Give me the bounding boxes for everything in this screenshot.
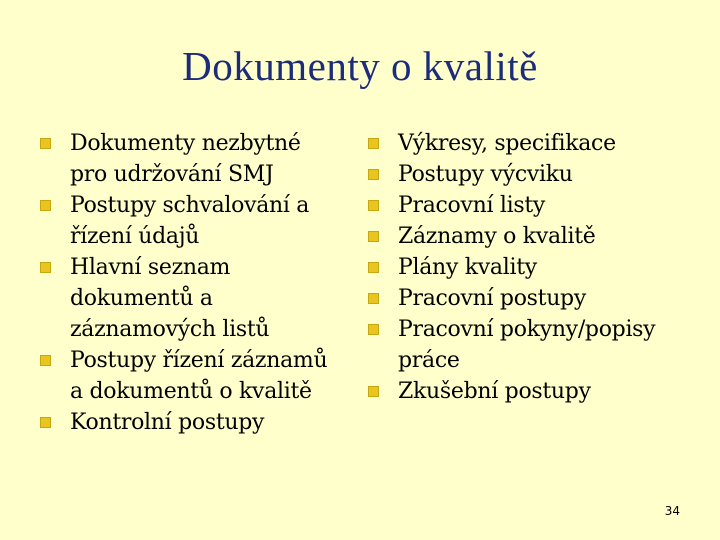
list-item-text: Pracovní postupy [398,286,586,311]
square-bullet-icon [368,293,379,304]
slide-number: 34 [664,504,680,518]
list-item [368,221,688,252]
square-bullet-icon [368,324,379,335]
list-item [40,252,340,345]
list-item [368,314,688,376]
list-item [368,190,688,221]
list-item-text: Výkresy, specifikace [398,131,616,156]
slide-title: Dokumenty o kvalitě [182,43,538,89]
list-item [40,407,340,438]
square-bullet-icon [368,169,379,180]
list-item-text: Postupy řízení záznamů a dokumentů o kvalitě [70,348,328,404]
list-item [368,159,688,190]
square-bullet-icon [40,355,51,366]
list-item [40,345,340,407]
list-item [368,128,688,159]
left-bullet-list [40,128,340,438]
square-bullet-icon [368,262,379,273]
list-item [368,376,688,407]
square-bullet-icon [40,262,51,273]
square-bullet-icon [368,138,379,149]
square-bullet-icon [368,231,379,242]
list-item-text: Pracovní pokyny/popisy práce [398,317,656,373]
list-item-text: Postupy schvalování a řízení údajů [70,193,310,249]
list-item-text: Zkušební postupy [398,379,591,404]
list-item [368,252,688,283]
square-bullet-icon [368,386,379,397]
list-item [40,190,340,252]
square-bullet-icon [40,417,51,428]
right-bullet-list [368,128,688,407]
list-item [368,283,688,314]
square-bullet-icon [40,200,51,211]
list-item-text: Plány kvality [398,255,537,280]
list-item-text: Pracovní listy [398,193,546,218]
list-item-text: Kontrolní postupy [70,410,265,435]
list-item-text: Dokumenty nezbytné pro udržování SMJ [70,131,301,187]
list-item-text: Záznamy o kvalitě [398,224,596,249]
square-bullet-icon [40,138,51,149]
list-item [40,128,340,190]
list-item-text: Hlavní seznam dokumentů a záznamových listů [70,255,270,342]
square-bullet-icon [368,200,379,211]
list-item-text: Postupy výcviku [398,162,573,187]
